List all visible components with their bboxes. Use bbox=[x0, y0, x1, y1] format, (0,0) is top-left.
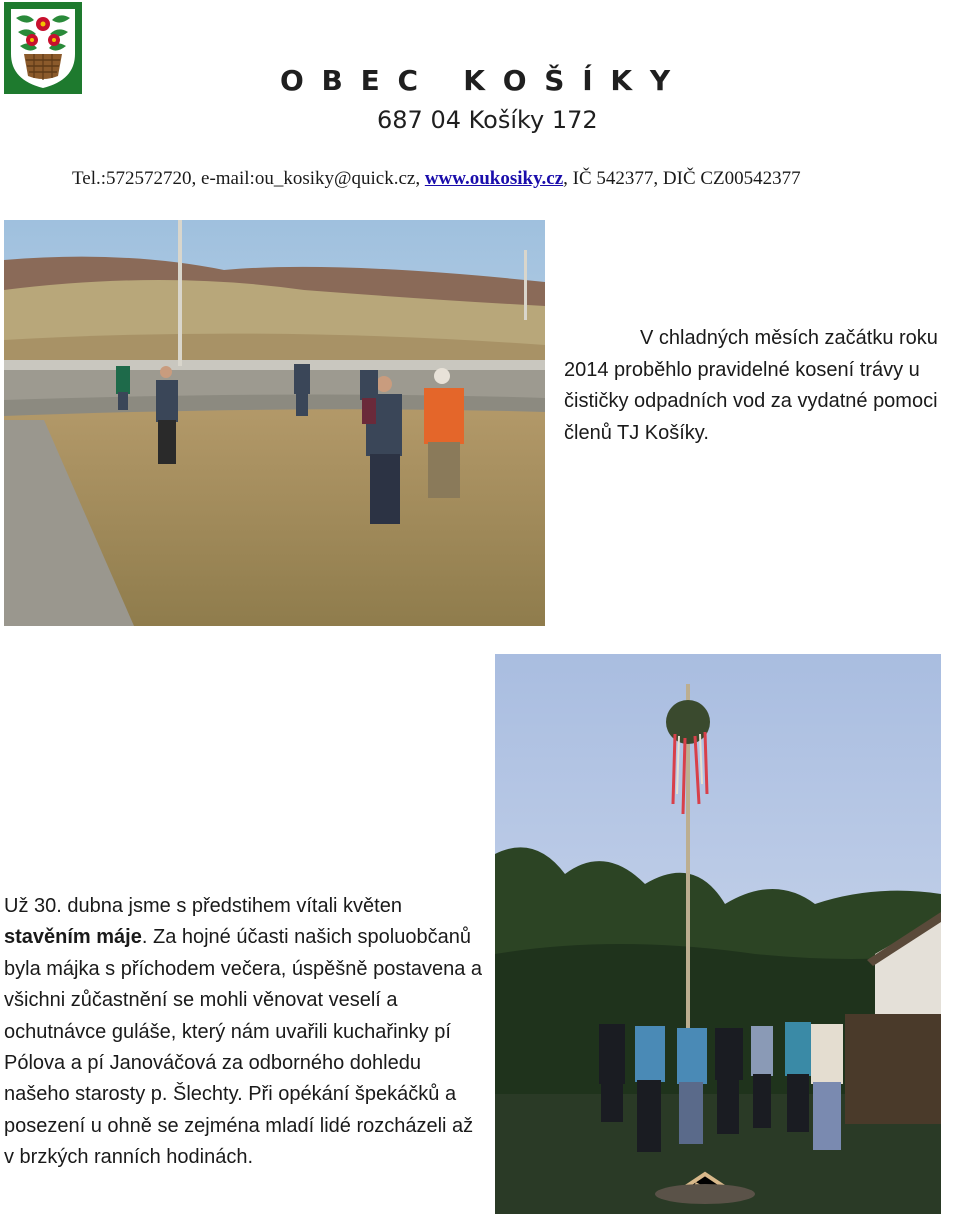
article-mowing-text bbox=[564, 323, 960, 449]
website-link[interactable]: www.oukosiky.cz bbox=[424, 168, 564, 189]
article-maypole-bold: stavěním máje bbox=[4, 926, 142, 949]
article-maypole-text bbox=[4, 891, 484, 1174]
maypole-photo bbox=[495, 654, 941, 1214]
contact-suffix: , IČ 542377, DIČ CZ00542377 bbox=[563, 168, 801, 189]
article-maypole-intro: Už 30. dubna jsme s předstihem vítali květen bbox=[4, 895, 402, 917]
article-mowing-body: V chladných měsích začátku roku 2014 proběhlo pravidelné kosení trávy u čističky odpadních vod za vydatné pomoci členů TJ Košíky. bbox=[564, 327, 938, 444]
address-line: 687 04 Košíky 172 bbox=[377, 106, 598, 134]
article-maypole-body: . Za hojné účasti našich spoluobčanů byla májka s příchodem večera, úspěšně postavena a všichni zůčastnění se mohli věnovat veselí a ochutnávce guláše, který nám uvařili kuchařinky pí Pólova a pí Janováčová za odborného dohledu našeho starosty p. Šlechty. Při opékání špekáčků a posezení u ohně se zejména mladí lidé rozcházeli až v brzkých ranních hodinách. bbox=[4, 926, 483, 1169]
municipal-coat-of-arms-icon bbox=[4, 2, 82, 94]
contact-prefix: Tel.:572572720, e-mail:ou_kosiky@quick.cz, bbox=[72, 168, 425, 189]
page-title: O B E C K O Š Í K Y bbox=[280, 64, 675, 97]
grass-mowing-photo bbox=[4, 220, 545, 626]
contact-line bbox=[72, 168, 801, 190]
